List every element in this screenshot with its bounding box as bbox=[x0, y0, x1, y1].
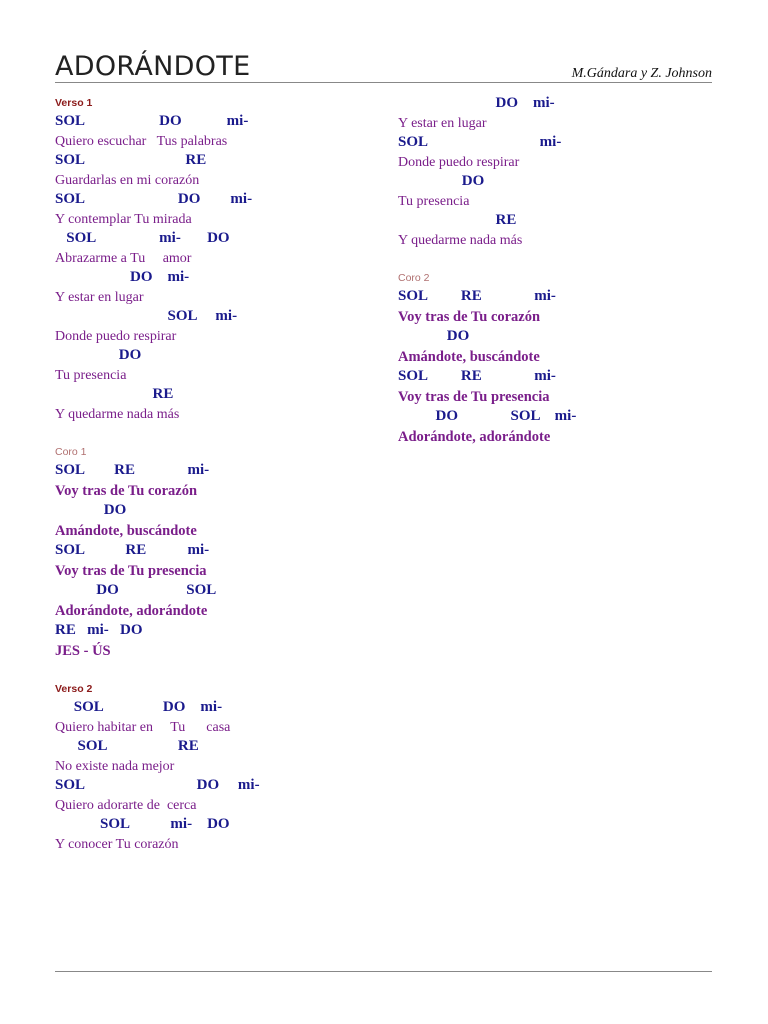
section-heading: Verso 1 bbox=[55, 97, 93, 109]
chord-line: SOL mi- DO bbox=[55, 230, 230, 246]
chord-line: SOL RE mi- bbox=[398, 288, 556, 304]
chord-line: DO bbox=[398, 173, 485, 189]
chord-line: DO SOL mi- bbox=[398, 408, 577, 424]
lyric-line: Voy tras de Tu corazón bbox=[55, 482, 198, 499]
chord-line: SOL mi- bbox=[398, 134, 562, 150]
chord-line: SOL RE mi- bbox=[398, 368, 556, 384]
lyric-line: JES - ÚS bbox=[55, 642, 111, 659]
chord-line: SOL DO mi- bbox=[55, 777, 260, 793]
chord-line: SOL mi- DO bbox=[55, 816, 230, 832]
song-section bbox=[398, 269, 708, 447]
lyric-line: Abrazarme a Tu amor bbox=[55, 250, 192, 266]
lyric-line: Y estar en lugar bbox=[55, 289, 144, 305]
chord-line: SOL RE bbox=[55, 738, 199, 754]
left-column bbox=[55, 94, 365, 854]
chord-line: RE mi- DO bbox=[55, 622, 143, 638]
footer-divider bbox=[55, 971, 712, 972]
chord-line: SOL RE bbox=[55, 152, 207, 168]
section-spacer bbox=[398, 250, 708, 269]
song-section bbox=[55, 680, 365, 854]
lyric-line: Y quedarme nada más bbox=[398, 232, 523, 248]
section-spacer bbox=[55, 661, 365, 680]
right-column bbox=[398, 94, 708, 447]
header-divider bbox=[55, 82, 712, 83]
lyric-line: Y quedarme nada más bbox=[55, 406, 180, 422]
lyric-line: Adorándote, adorándote bbox=[55, 602, 208, 619]
chord-line: DO SOL bbox=[55, 582, 217, 598]
chord-line: SOL RE mi- bbox=[55, 462, 210, 478]
page-title: ADORÁNDOTE bbox=[55, 51, 251, 82]
song-section bbox=[398, 94, 708, 250]
lyric-line: Quiero habitar en Tu casa bbox=[55, 719, 231, 735]
chord-line: RE bbox=[398, 212, 517, 228]
section-spacer bbox=[55, 424, 365, 443]
lyric-line: Voy tras de Tu corazón bbox=[398, 308, 541, 325]
lyric-line: Amándote, buscándote bbox=[398, 348, 540, 365]
lyric-line: Y estar en lugar bbox=[398, 115, 487, 131]
lyric-line: Adorándote, adorándote bbox=[398, 428, 551, 445]
lyric-line: Voy tras de Tu presencia bbox=[398, 388, 550, 405]
chord-line: SOL RE mi- bbox=[55, 542, 210, 558]
chord-line: SOL DO mi- bbox=[55, 699, 223, 715]
chord-line: DO mi- bbox=[398, 95, 555, 111]
chord-line: SOL DO mi- bbox=[55, 191, 253, 207]
chord-line: RE bbox=[55, 386, 174, 402]
song-section bbox=[55, 443, 365, 661]
chord-line: DO bbox=[55, 347, 142, 363]
lyric-line: Tu presencia bbox=[398, 193, 470, 209]
lyric-line: Donde puedo respirar bbox=[398, 154, 520, 170]
lyric-line: Quiero adorarte de cerca bbox=[55, 797, 197, 813]
chord-line: SOL mi- bbox=[55, 308, 238, 324]
section-heading: Coro 2 bbox=[398, 272, 430, 284]
lyric-line: Quiero escuchar Tus palabras bbox=[55, 133, 228, 149]
section-heading: Verso 2 bbox=[55, 683, 93, 695]
lyric-line: Amándote, buscándote bbox=[55, 522, 197, 539]
lyric-line: Y conocer Tu corazón bbox=[55, 836, 179, 852]
chord-line: DO mi- bbox=[55, 269, 190, 285]
chord-line: SOL DO mi- bbox=[55, 113, 249, 129]
chord-line: DO bbox=[398, 328, 470, 344]
lyric-line: Guardarlas en mi corazón bbox=[55, 172, 200, 188]
lyric-line: Tu presencia bbox=[55, 367, 127, 383]
chord-line: DO bbox=[55, 502, 127, 518]
lyric-line: Donde puedo respirar bbox=[55, 328, 177, 344]
lyric-line: No existe nada mejor bbox=[55, 758, 175, 774]
song-authors: M.Gándara y Z. Johnson bbox=[571, 66, 712, 81]
section-heading: Coro 1 bbox=[55, 446, 87, 458]
lyric-line: Y contemplar Tu mirada bbox=[55, 211, 192, 227]
lyric-line: Voy tras de Tu presencia bbox=[55, 562, 207, 579]
song-section bbox=[55, 94, 365, 424]
